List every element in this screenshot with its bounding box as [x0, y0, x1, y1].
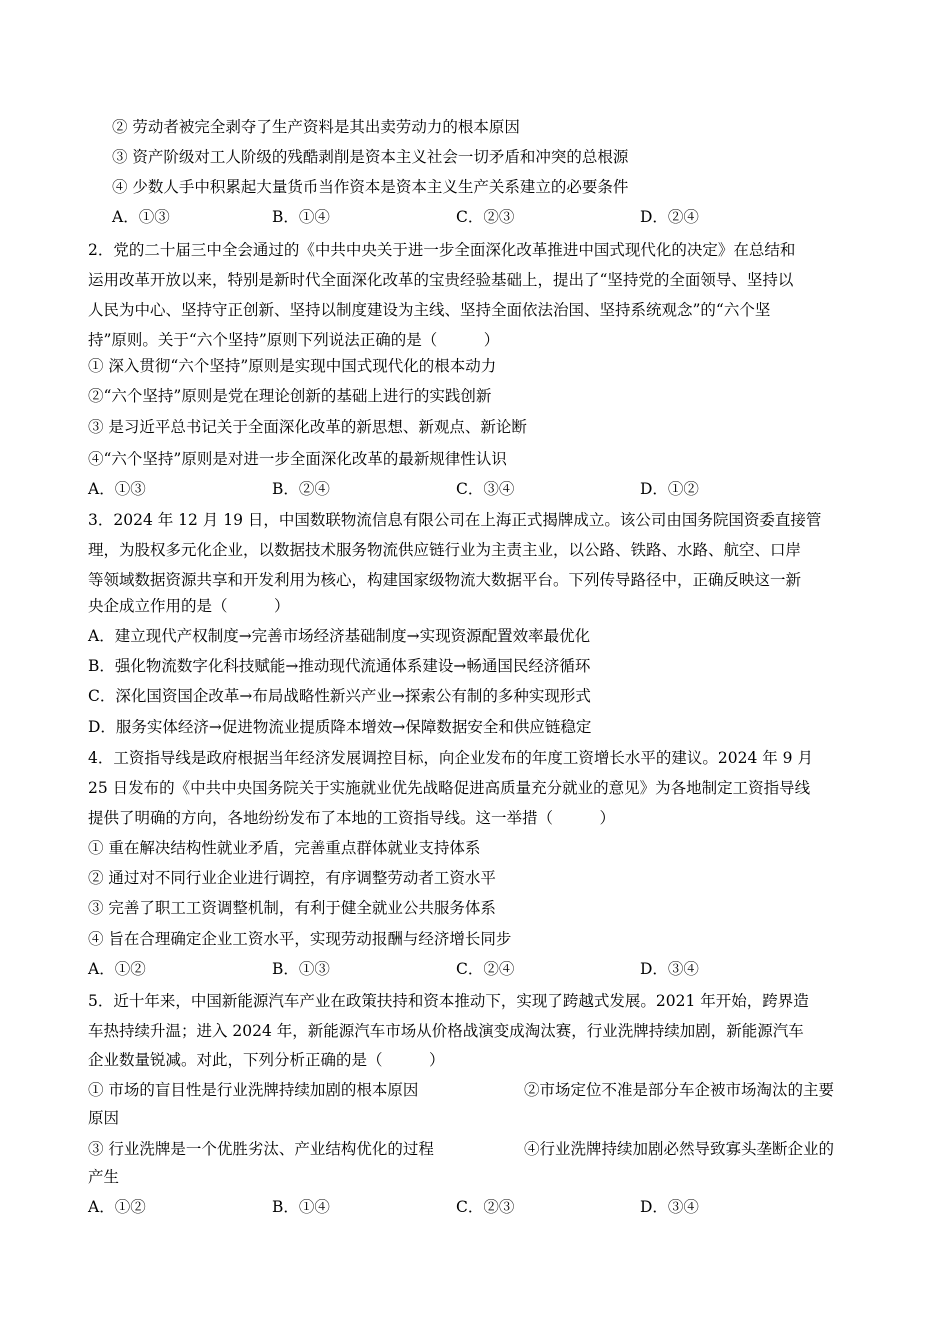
q3-stem-line: 央企成立作用的是（ ）	[88, 597, 290, 615]
q5-stem-line: 5．近十年来，中国新能源汽车产业在政策扶持和资本推动下，实现了跨越式发展。2021 年开始，跨界造	[88, 992, 809, 1010]
q4-statement-4: ④ 旨在合理确定企业工资水平，实现劳动报酬与经济增长同步	[88, 930, 512, 948]
q2-stem-line: 2．党的二十届三中全会通过的《中共中央关于进一步全面深化改革推进中国式现代化的决定》在总结和	[88, 241, 796, 259]
q2-option-a: A．①③	[88, 480, 146, 498]
q2-option-d: D．①②	[640, 480, 699, 498]
q2-stem-line: 持”原则。关于“六个坚持”原则下列说法正确的是（ ）	[88, 331, 500, 349]
q2-statement-4: ④“六个坚持”原则是对进一步全面深化改革的最新规律性认识	[88, 450, 507, 468]
q4-stem-line: 25 日发布的《中共中央国务院关于实施就业优先战略促进高质量充分就业的意见》为各地制定工资指导线	[88, 779, 811, 797]
q4-stem-line: 4．工资指导线是政府根据当年经济发展调控目标，向企业发布的年度工资增长水平的建议。2024 年 9 月	[88, 749, 813, 767]
q1-option-a: A．①③	[112, 208, 170, 226]
q3-option-b: B．强化物流数字化科技赋能→推动现代流通体系建设→畅通国民经济循环	[88, 657, 591, 675]
q5-statement-2-cont: 原因	[88, 1109, 120, 1127]
q3-stem-line: 理，为股权多元化企业，以数据技术服务物流供应链行业为主责主业，以公路、铁路、水路、航空、口岸	[88, 541, 802, 559]
q2-statement-2: ②“六个坚持”原则是党在理论创新的基础上进行的实践创新	[88, 387, 492, 405]
q2-stem-line: 人民为中心、坚持守正创新、坚持以制度建设为主线、坚持全面依法治国、坚持系统观念”的“六个坚	[88, 301, 771, 319]
q1-statement-3: ③ 资产阶级对工人阶级的残酷剥削是资本主义社会一切矛盾和冲突的总根源	[112, 148, 629, 166]
q3-option-a: A．建立现代产权制度→完善市场经济基础制度→实现资源配置效率最优化	[88, 627, 591, 645]
q5-statement-3: ③ 行业洗牌是一个优胜劣汰、产业结构优化的过程	[88, 1140, 434, 1158]
q1-option-c: C．②③	[456, 208, 515, 226]
q2-statement-1: ① 深入贯彻“六个坚持”原则是实现中国式现代化的根本动力	[88, 357, 497, 375]
q3-option-d: D．服务实体经济→促进物流业提质降本增效→保障数据安全和供应链稳定	[88, 718, 592, 736]
q4-option-d: D．③④	[640, 960, 699, 978]
q2-statement-3: ③ 是习近平总书记关于全面深化改革的新思想、新观点、新论断	[88, 418, 527, 436]
q1-statement-4: ④ 少数人手中积累起大量货币当作资本是资本主义生产关系建立的必要条件	[112, 178, 629, 196]
q5-statement-4-cont: 产生	[88, 1168, 120, 1186]
q5-stem-line: 企业数量锐减。对此，下列分析正确的是（ ）	[88, 1051, 445, 1069]
q5-option-b: B．①④	[272, 1198, 330, 1216]
q4-option-a: A．①②	[88, 960, 146, 978]
q1-option-b: B．①④	[272, 208, 330, 226]
q4-statement-2: ② 通过对不同行业企业进行调控，有序调整劳动者工资水平	[88, 869, 496, 887]
q2-stem-line: 运用改革开放以来，特别是新时代全面深化改革的宝贵经验基础上，提出了“坚持党的全面领导、坚持以	[88, 271, 794, 289]
q4-statement-1: ① 重在解决结构性就业矛盾，完善重点群体就业支持体系	[88, 839, 481, 857]
q1-option-d: D．②④	[640, 208, 699, 226]
q3-stem-line: 3．2024 年 12 月 19 日，中国数联物流信息有限公司在上海正式揭牌成立。该公司由国务院国资委直接管	[88, 511, 822, 529]
q5-statement-1: ① 市场的盲目性是行业洗牌持续加剧的根本原因	[88, 1081, 419, 1099]
q5-stem-line: 车热持续升温；进入 2024 年，新能源汽车市场从价格战演变成淘汰赛，行业洗牌持续加剧，新能源汽车	[88, 1022, 804, 1040]
q5-statement-2: ②市场定位不准是部分车企被市场淘汰的主要	[524, 1081, 835, 1099]
q2-option-c: C．③④	[456, 480, 515, 498]
q1-statement-2: ② 劳动者被完全剥夺了生产资料是其出卖劳动力的根本原因	[112, 118, 520, 136]
q4-stem-line: 提供了明确的方向，各地纷纷发布了本地的工资指导线。这一举措（ ）	[88, 809, 616, 827]
q5-option-a: A．①②	[88, 1198, 146, 1216]
q5-statement-4: ④行业洗牌持续加剧必然导致寡头垄断企业的	[524, 1140, 835, 1158]
q4-option-b: B．①③	[272, 960, 330, 978]
q5-option-c: C．②③	[456, 1198, 515, 1216]
q3-option-c: C．深化国资国企改革→布局战略性新兴产业→探索公有制的多种实现形式	[88, 687, 591, 705]
q5-option-d: D．③④	[640, 1198, 699, 1216]
q2-option-b: B．②④	[272, 480, 330, 498]
q4-option-c: C．②④	[456, 960, 515, 978]
q4-statement-3: ③ 完善了职工工资调整机制，有利于健全就业公共服务体系	[88, 899, 496, 917]
q3-stem-line: 等领域数据资源共享和开发利用为核心，构建国家级物流大数据平台。下列传导路径中，正确反映这一新	[88, 571, 802, 589]
